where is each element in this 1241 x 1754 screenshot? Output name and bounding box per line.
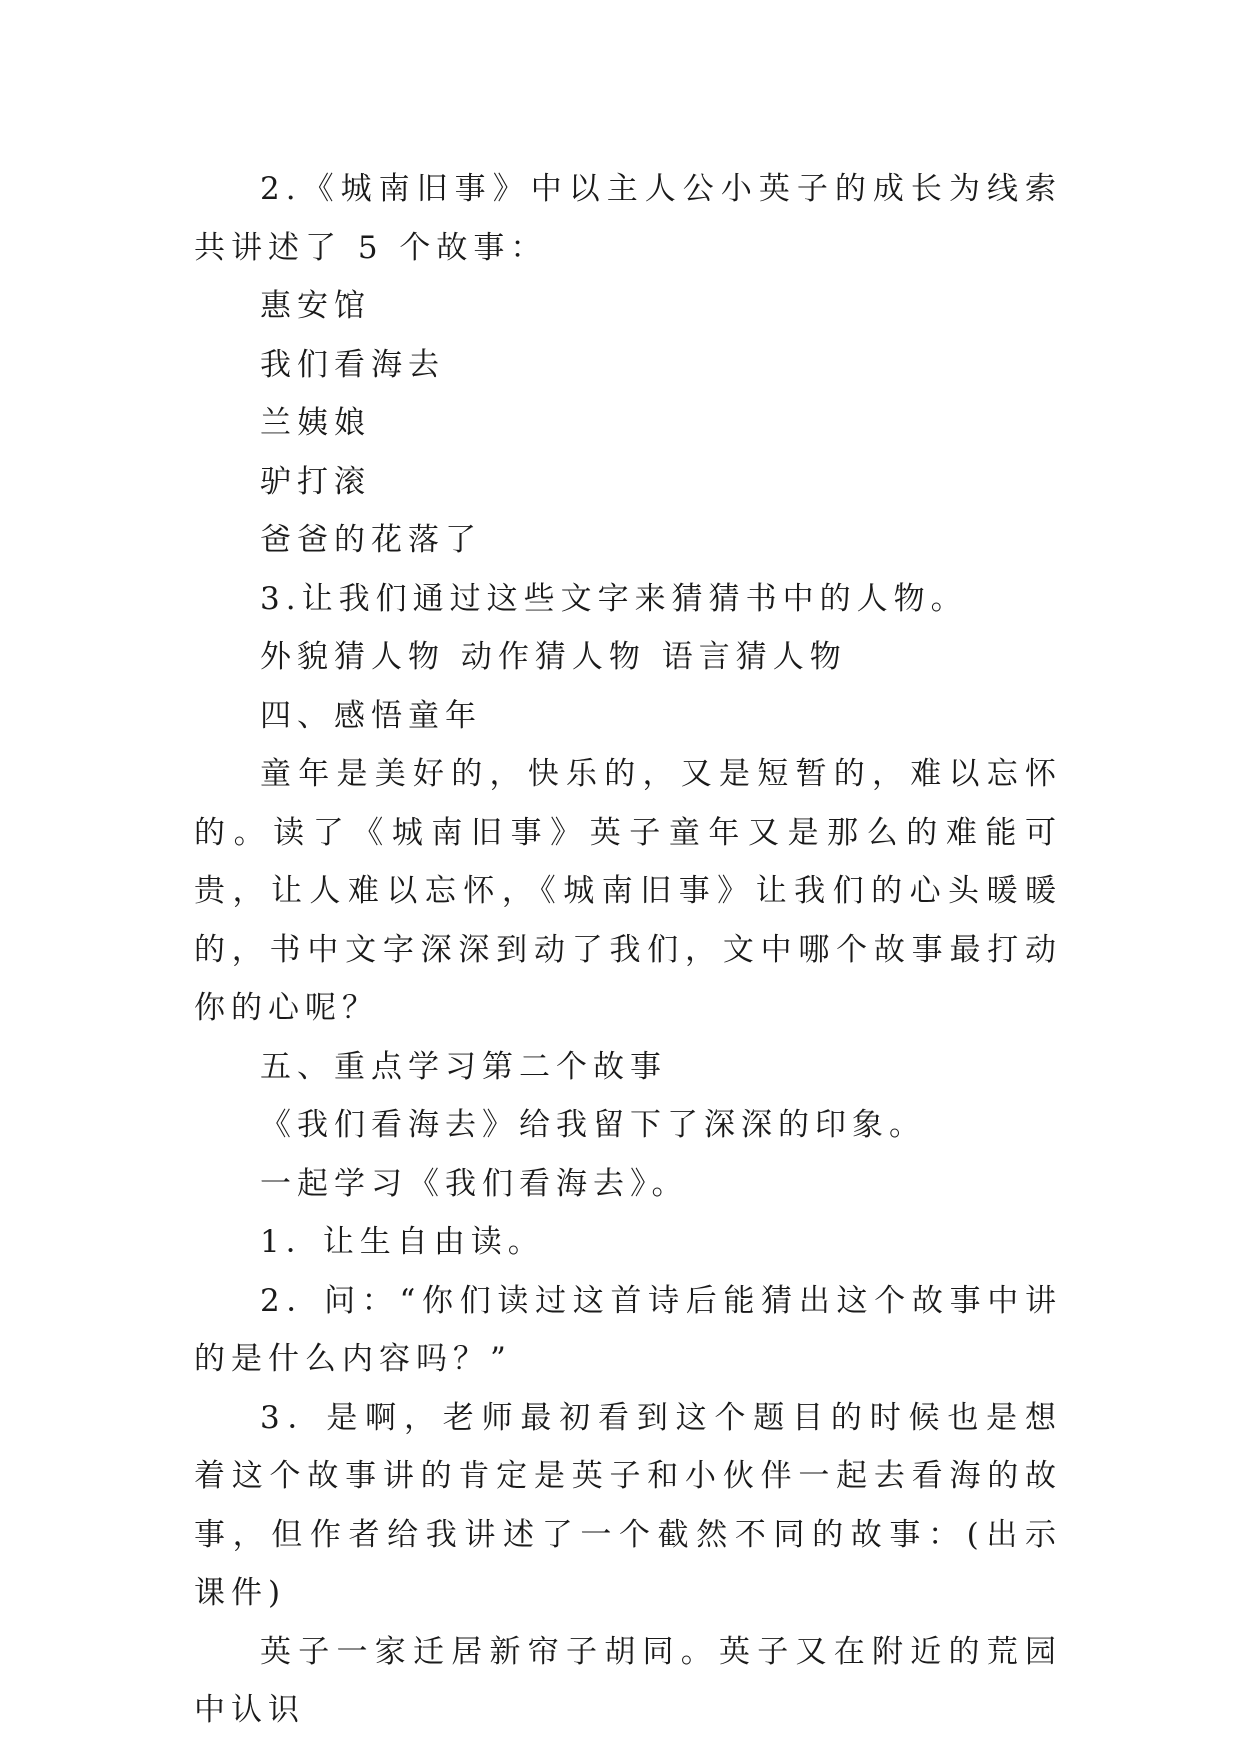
paragraph-impression: 《我们看海去》给我留下了深深的印象。 bbox=[260, 1107, 926, 1143]
paragraph-story-count: 2.《城南旧事》中以主人公小英子的成长为线索共讲述了 5 个故事： bbox=[194, 171, 1062, 266]
story-title-lanyiniang: 兰姨娘 bbox=[260, 405, 371, 441]
section-heading-4: 四、感悟童年 bbox=[260, 697, 482, 734]
section-heading-5: 五、重点学习第二个故事 bbox=[260, 1048, 667, 1085]
step-2: 2．问：“你们读过这首诗后能猜出这个故事中讲的是什么内容吗？” bbox=[194, 1282, 1062, 1377]
paragraph-guess-characters: 3.让我们通过这些文字来猜猜书中的人物。 bbox=[260, 580, 968, 617]
step-1: 1．让生自由读。 bbox=[260, 1224, 545, 1260]
story-title-lvdagun: 驴打滚 bbox=[260, 463, 371, 500]
document-body bbox=[194, 160, 1062, 1740]
paragraph-childhood: 童年是美好的，快乐的，又是短暂的，难以忘怀的。读了《城南旧事》英子童年又是那么的难能可贵，让人难以忘怀，《城南旧事》让我们的心头暖暖的，书中文字深深到动了我们，文中哪个故事最打动你的心呢？ bbox=[194, 756, 1062, 1026]
story-title-kanhai: 我们看海去 bbox=[260, 346, 445, 383]
paragraph-study-together: 一起学习《我们看海去》。 bbox=[260, 1165, 689, 1202]
step-3: 3．是啊，老师最初看到这个题目的时候也是想着这个故事讲的肯定是英子和小伙伴一起去看海的故事，但作者给我讲述了一个截然不同的故事：(出示课件) bbox=[194, 1399, 1062, 1611]
paragraph-guess-methods: 外貌猜人物 动作猜人物 语言猜人物 bbox=[260, 639, 847, 675]
story-title-huianguan: 惠安馆 bbox=[260, 288, 371, 324]
paragraph-story-summary: 英子一家迁居新帘子胡同。英子又在附近的荒园中认识 bbox=[194, 1633, 1062, 1728]
story-title-huaduole: 爸爸的花落了 bbox=[260, 522, 482, 558]
